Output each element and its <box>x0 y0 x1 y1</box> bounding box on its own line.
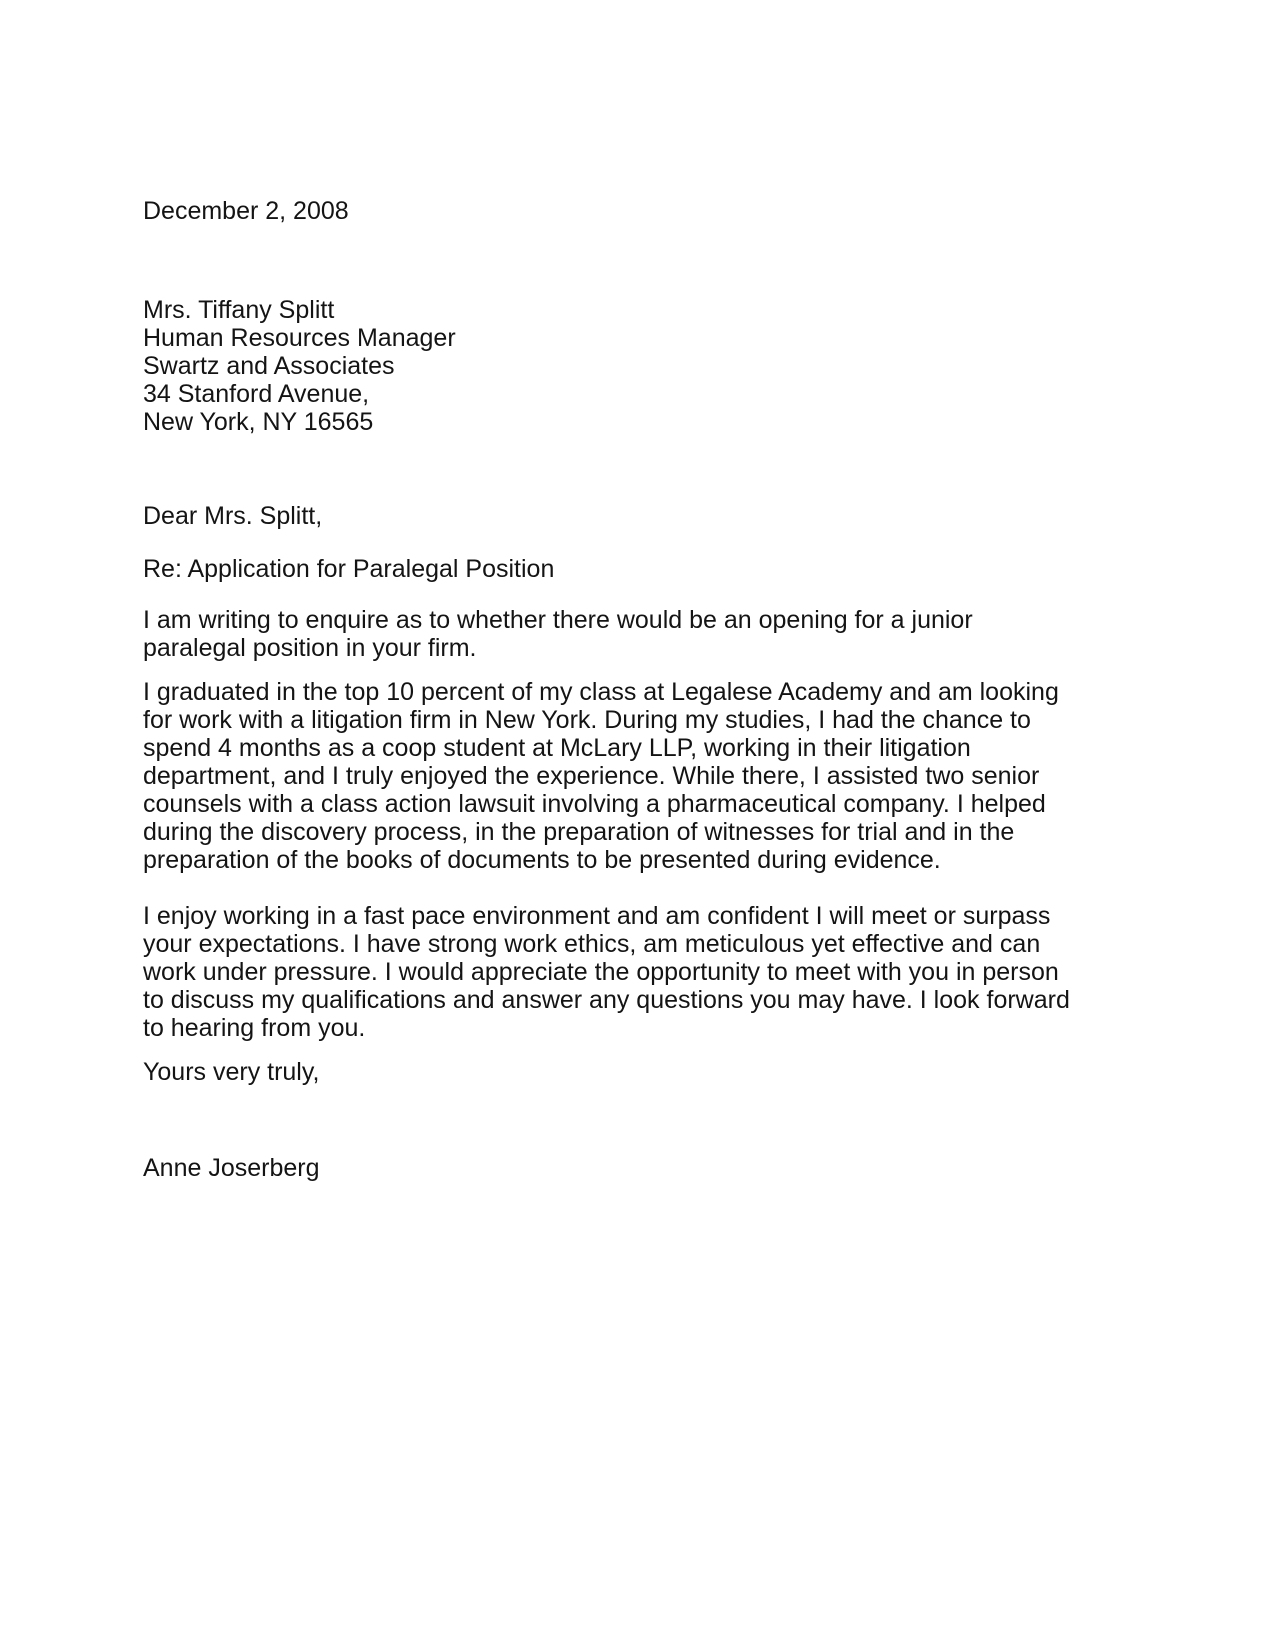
closing-line: Yours very truly, <box>143 1058 320 1086</box>
subject-line: Re: Application for Paralegal Position <box>143 555 555 583</box>
letter-body <box>143 197 1073 1182</box>
body-paragraph: I graduated in the top 10 percent of my class at Legalese Academy and am looking for work with a litigation firm in New York. During my studies, I had the chance to spend 4 months as a coop student at McLary LLP, working in their litigation department, and I truly enjoyed the experience. While there, I assisted two senior counsels with a class action lawsuit involving a pharmaceutical company. I helped during the discovery process, in the preparation of witnesses for trial and in the preparation of the books of documents to be presented during evidence. <box>143 678 1059 874</box>
letter-date: December 2, 2008 <box>143 197 349 225</box>
recipient-address-block <box>143 296 1073 436</box>
salutation: Dear Mrs. Splitt, <box>143 502 323 530</box>
recipient-street: 34 Stanford Avenue, <box>143 380 370 408</box>
recipient-name: Mrs. Tiffany Splitt <box>143 296 335 324</box>
signature-name: Anne Joserberg <box>143 1154 320 1182</box>
body-paragraph: I enjoy working in a fast pace environment and am confident I will meet or surpass your expectations. I have strong work ethics, am meticulous yet effective and can work under pressure. I would appreciate the opportunity to meet with you in person to discuss my qualifications and answer any questions you may have. I look forward to hearing from you. <box>143 902 1070 1042</box>
recipient-company: Swartz and Associates <box>143 352 395 380</box>
body-paragraph: I am writing to enquire as to whether there would be an opening for a junior paralegal position in your firm. <box>143 606 973 662</box>
recipient-title: Human Resources Manager <box>143 324 456 352</box>
recipient-city: New York, NY 16565 <box>143 408 374 436</box>
